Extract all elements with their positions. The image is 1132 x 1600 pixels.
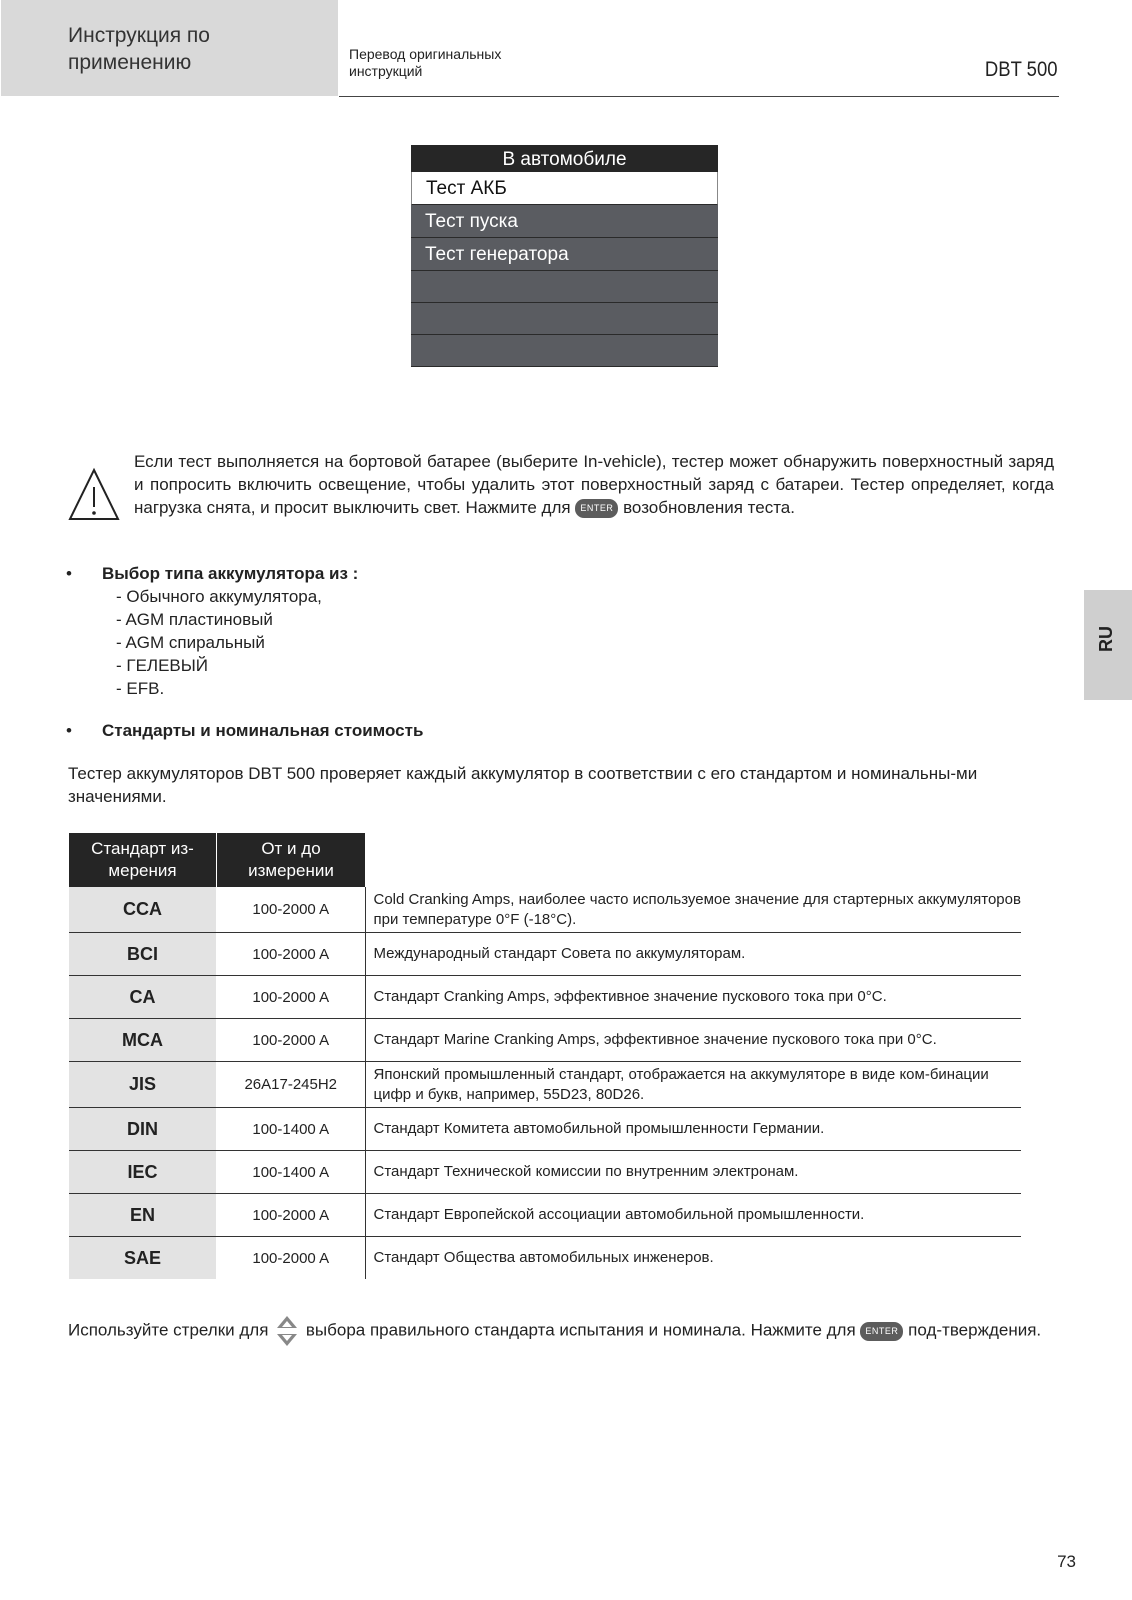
cell-standard: MCA (69, 1019, 217, 1062)
subtitle-line-2: инструкций (349, 63, 423, 79)
warning-text (134, 450, 1054, 519)
standards-heading: Стандарты и номинальная стоимость (102, 721, 424, 740)
cell-description: Стандарт Cranking Amps, эффективное значение пускового тока при 0°C. (365, 976, 1021, 1019)
screen-item-start-test: Тест пуска (411, 205, 718, 238)
table-row (69, 933, 1021, 976)
screen-item-empty (411, 271, 718, 303)
list-item: - AGM пластиновый (116, 610, 273, 629)
enter-key-icon: ENTER (860, 1322, 903, 1341)
cell-range: 100-2000 A (217, 887, 366, 933)
cell-standard: SAE (69, 1237, 217, 1280)
device-screen (411, 145, 718, 367)
list-item: - Обычного аккумулятора, (116, 587, 322, 606)
language-tab-label: RU (1096, 626, 1116, 652)
table-header-blank (365, 833, 1021, 887)
up-down-arrows-icon (275, 1314, 299, 1348)
cell-range: 100-1400 A (217, 1151, 366, 1194)
screen-item-generator-test: Тест генератора (411, 238, 718, 271)
table-row (69, 1108, 1021, 1151)
language-tab (1084, 590, 1132, 700)
list-item: - AGM спиральный (116, 633, 265, 652)
table-row (69, 1194, 1021, 1237)
title-line-1: Инструкция по (68, 24, 210, 47)
cell-standard: CA (69, 976, 217, 1019)
table-header-range: От и до измерении (217, 833, 366, 887)
cell-range: 26A17-245H2 (217, 1062, 366, 1108)
cell-description: Международный стандарт Совета по аккумуляторам. (365, 933, 1021, 976)
title-line-2: применению (68, 51, 192, 74)
standards-table (69, 833, 1021, 1279)
page-number: 73 (1057, 1552, 1076, 1571)
battery-type-heading: Выбор типа аккумулятора из : (102, 564, 359, 583)
standards-section (66, 719, 423, 742)
cell-description: Стандарт Комитета автомобильной промышленности Германии. (365, 1108, 1021, 1151)
bullet-icon: • (66, 721, 72, 740)
warning-text-end: возобновления теста. (623, 498, 795, 517)
bullet-icon: • (66, 564, 72, 583)
screen-title: В автомобиле (411, 145, 718, 172)
cell-standard: JIS (69, 1062, 217, 1108)
cell-description: Стандарт Общества автомобильных инженеров. (373, 1249, 714, 1266)
battery-type-list (66, 585, 358, 700)
table-header-standard: Стандарт из-мерения (69, 833, 217, 887)
cell-standard: IEC (69, 1151, 217, 1194)
instruction-text-end: под-тверждения. (908, 1320, 1042, 1340)
cell-description: Японский промышленный стандарт, отображается на аккумуляторе в виде ком-бинации цифр и букв, например, 55D23, 80D26. (365, 1062, 1021, 1108)
cell-description: Стандарт Европейской ассоциации автомобильной промышленности. (365, 1194, 1021, 1237)
table-row (69, 1237, 1021, 1280)
cell-description: Стандарт Marine Cranking Amps, эффективное значение пускового тока при 0°C. (365, 1019, 1021, 1062)
instruction-text-middle: выбора правильного стандарта испытания и номинала. Нажмите для (305, 1320, 856, 1340)
cell-range: 100-2000 A (217, 933, 366, 976)
cell-range: 100-2000 A (217, 1194, 366, 1237)
instruction-text-start: Используйте стрелки для (68, 1320, 269, 1340)
table-row (69, 976, 1021, 1019)
cell-standard: EN (69, 1194, 217, 1237)
cell-description: Cold Cranking Amps, наиболее часто используемое значение для стартерных аккумуляторов при температуре 0°F (-18°C). (365, 887, 1021, 933)
warning-text-main: Если тест выполняется на бортовой батарее (выберите In-vehicle), тестер может обнаружить поверхностный заряд и попросить включить освещение, чтобы удалить этот поверхностный заряд с батареи. Тестер определяет, когда нагрузка снята, и просит выключить свет. Нажмите для (134, 452, 1054, 517)
standards-paragraph: Тестер аккумуляторов DBT 500 проверяет каждый аккумулятор в соответствии с его стандартом и номинальны-ми значениями. (68, 764, 978, 806)
battery-type-section (66, 562, 358, 700)
screen-item-empty (411, 335, 718, 367)
cell-standard: CCA (69, 887, 217, 933)
table-row (69, 1062, 1021, 1108)
cell-range: 100-2000 A (217, 976, 366, 1019)
screen-item-empty (411, 303, 718, 335)
table-row (69, 1019, 1021, 1062)
screen-item-battery-test: Тест АКБ (411, 172, 718, 205)
cell-standard: DIN (69, 1108, 217, 1151)
table-row (69, 1151, 1021, 1194)
cell-range: 100-1400 A (217, 1108, 366, 1151)
cell-range: 100-2000 A (217, 1237, 366, 1280)
document-title (68, 22, 328, 76)
table-row (69, 887, 1021, 933)
list-item: - ГЕЛЕВЫЙ (116, 656, 209, 675)
cell-description: Стандарт Технической комиссии по внутренним электронам. (365, 1151, 1021, 1194)
list-item: - EFB. (116, 679, 165, 698)
warning-icon (68, 467, 120, 523)
instruction-paragraph (68, 1314, 1058, 1348)
document-subtitle (349, 46, 569, 80)
model-name: DBT 500 (984, 58, 1057, 81)
cell-range: 100-2000 A (217, 1019, 366, 1062)
enter-key-icon: ENTER (575, 499, 618, 518)
header-divider (339, 96, 1059, 97)
subtitle-line-1: Перевод оригинальных (349, 46, 502, 62)
cell-standard: BCI (69, 933, 217, 976)
